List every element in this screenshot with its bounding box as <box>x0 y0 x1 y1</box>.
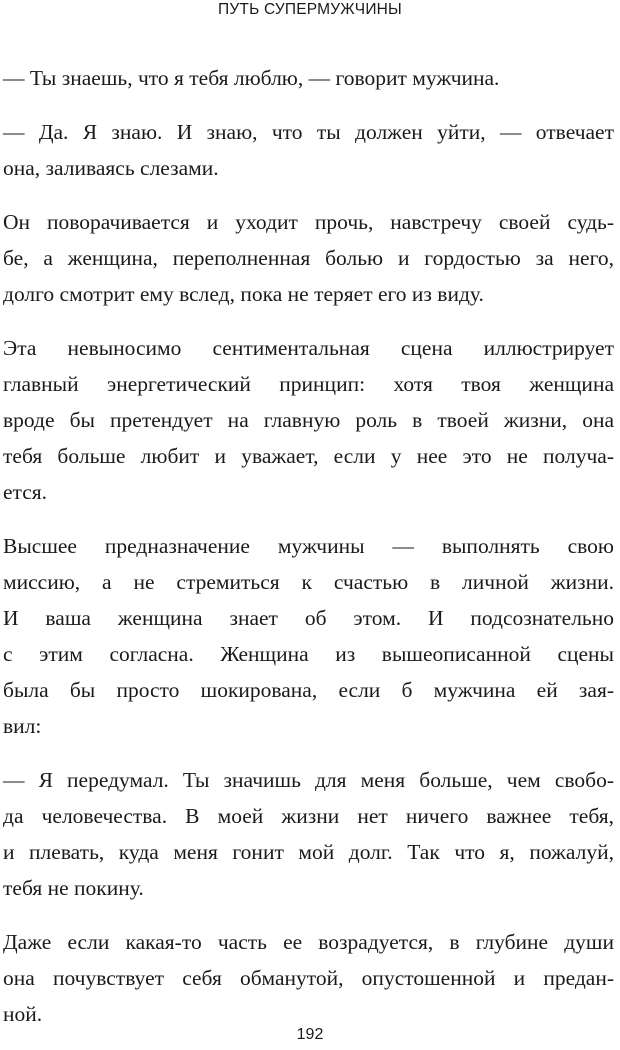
text-line: да человечества. В моей жизни нет ничего важнее тебя, <box>3 804 614 828</box>
text-line: — Я передумал. Ты значишь для меня больше, чем свобо- <box>3 768 614 792</box>
text-line: главный энергетический принцип: хотя твоя женщина <box>3 372 614 396</box>
text-line: с этим согласна. Женщина из вышеописанной сцены <box>3 642 614 666</box>
text-line: — Да. Я знаю. И знаю, что ты должен уйти, — отвечает <box>3 120 614 144</box>
text-line: и плевать, куда меня гонит мой долг. Так что я, пожалуй, <box>3 840 614 864</box>
text-line: она, заливаясь слезами. <box>3 156 219 180</box>
text-line: она почувствует себя обманутой, опустошенной и предан- <box>3 966 614 990</box>
text-line: вроде бы претендует на главную роль в твоей жизни, она <box>3 408 614 432</box>
text-line: ется. <box>3 480 48 504</box>
text-line: Высшее предназначение мужчины — выполнять свою <box>3 534 614 558</box>
text-line: Даже если какая-то часть ее возрадуется, в глубине души <box>3 930 614 954</box>
paragraph-6 <box>3 762 614 906</box>
paragraph-3 <box>3 204 614 312</box>
running-header: ПУТЬ СУПЕРМУЖЧИНЫ <box>218 1 402 18</box>
paragraph-7 <box>3 924 614 1032</box>
text-line: бе, а женщина, переполненная болью и гордостью за него, <box>3 246 614 270</box>
text-line: И ваша женщина знает об этом. И подсознательно <box>3 606 614 630</box>
text-line: Он поворачивается и уходит прочь, навстречу своей судь- <box>3 210 614 234</box>
page-number: 192 <box>296 1026 324 1043</box>
text-line: тебя не покину. <box>3 876 144 900</box>
text-line: была бы просто шокирована, если б мужчина ей зая- <box>3 678 614 702</box>
text-line: долго смотрит ему вслед, пока не теряет его из виду. <box>3 282 484 306</box>
text-line: — Ты знаешь, что я тебя люблю, — говорит мужчина. <box>3 66 500 90</box>
text-line: миссию, а не стремиться к счастью в личной жизни. <box>3 570 614 594</box>
text-line: ной. <box>3 1002 43 1026</box>
paragraph-2 <box>3 114 614 186</box>
paragraph-4 <box>3 330 614 510</box>
body-text <box>3 60 614 1050</box>
text-line: Эта невыносимо сентиментальная сцена иллюстрирует <box>3 336 614 360</box>
paragraph-1 <box>3 60 614 96</box>
paragraph-5 <box>3 528 614 744</box>
text-line: вил: <box>3 714 42 738</box>
text-line: тебя больше любит и уважает, если у нее это не получа- <box>3 444 614 468</box>
